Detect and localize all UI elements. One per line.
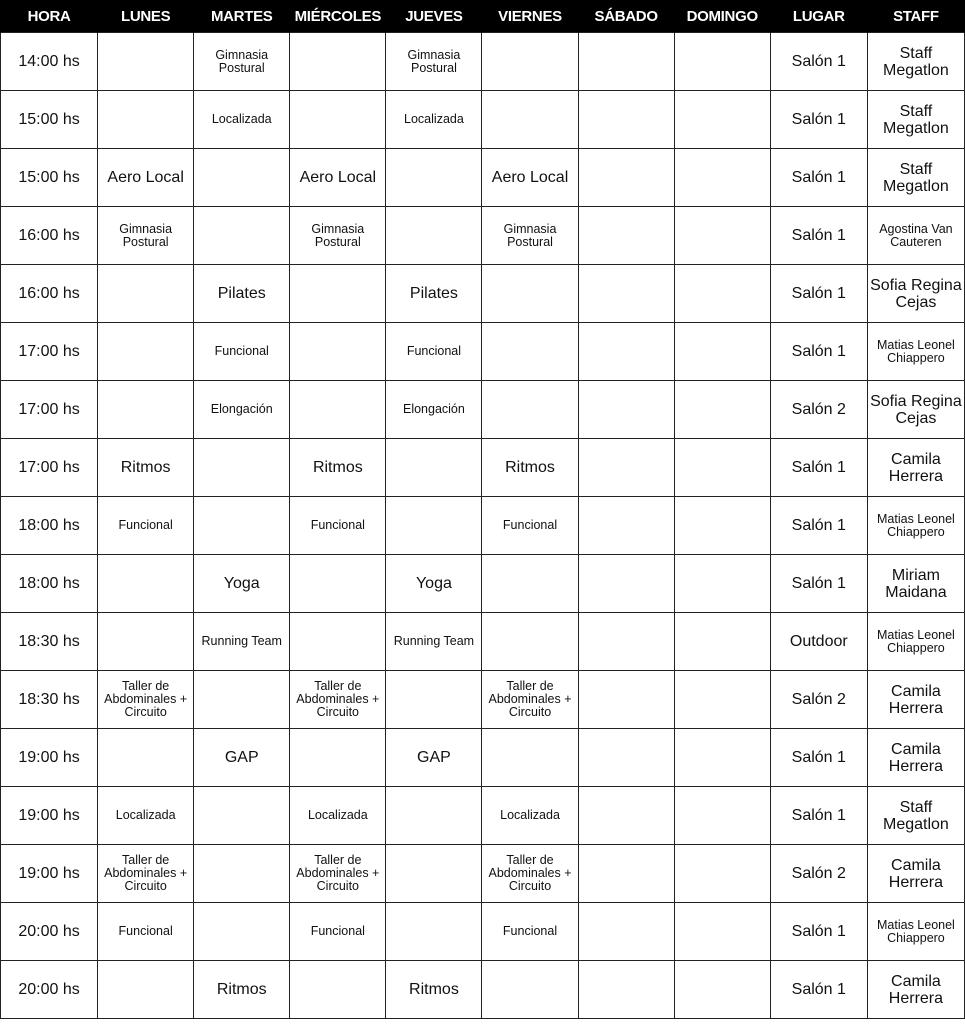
hora-cell: 16:00 hs [1,265,98,323]
lugar-cell: Salón 1 [770,961,867,1019]
class-cell-sabado [578,845,674,903]
class-cell-lunes: Localizada [98,787,194,845]
class-cell-viernes [482,323,578,381]
lugar-cell: Salón 1 [770,265,867,323]
class-cell-sabado [578,149,674,207]
class-cell-martes [194,671,290,729]
table-row [1,381,965,439]
class-cell-miercoles: Taller de Abdominales + Circuito [290,671,386,729]
hora-cell: 18:00 hs [1,555,98,613]
header-jueves: JUEVES [386,0,482,33]
class-cell-martes: Elongación [194,381,290,439]
class-cell-domingo [674,323,770,381]
class-cell-lunes [98,381,194,439]
class-cell-sabado [578,381,674,439]
class-cell-jueves: Localizada [386,91,482,149]
class-cell-jueves [386,671,482,729]
class-cell-martes: Localizada [194,91,290,149]
class-cell-lunes [98,323,194,381]
class-cell-viernes [482,961,578,1019]
class-cell-domingo [674,91,770,149]
class-cell-miercoles: Ritmos [290,439,386,497]
staff-cell: Matias Leonel Chiappero [867,497,964,555]
staff-cell: Camila Herrera [867,729,964,787]
lugar-cell: Salón 1 [770,33,867,91]
staff-cell: Miriam Maidana [867,555,964,613]
table-row [1,845,965,903]
lugar-cell: Salón 2 [770,381,867,439]
lugar-cell: Outdoor [770,613,867,671]
class-cell-viernes: Ritmos [482,439,578,497]
class-cell-miercoles: Taller de Abdominales + Circuito [290,845,386,903]
hora-cell: 16:00 hs [1,207,98,265]
class-cell-lunes [98,729,194,787]
class-cell-lunes [98,961,194,1019]
header-martes: MARTES [194,0,290,33]
class-cell-miercoles [290,961,386,1019]
hora-cell: 20:00 hs [1,903,98,961]
class-cell-domingo [674,845,770,903]
header-row [1,0,965,33]
class-cell-jueves [386,149,482,207]
table-row [1,33,965,91]
class-cell-domingo [674,381,770,439]
hora-cell: 17:00 hs [1,381,98,439]
staff-cell: Camila Herrera [867,961,964,1019]
staff-cell: Staff Megatlon [867,91,964,149]
class-cell-jueves [386,903,482,961]
class-cell-miercoles [290,613,386,671]
class-cell-martes [194,497,290,555]
class-cell-lunes: Aero Local [98,149,194,207]
hora-cell: 17:00 hs [1,439,98,497]
class-cell-sabado [578,729,674,787]
staff-cell: Sofia Regina Cejas [867,265,964,323]
schedule-body [1,33,965,1019]
class-cell-martes: Ritmos [194,961,290,1019]
class-cell-miercoles [290,555,386,613]
lugar-cell: Salón 2 [770,671,867,729]
hora-cell: 20:00 hs [1,961,98,1019]
table-row [1,903,965,961]
class-cell-domingo [674,671,770,729]
staff-cell: Agostina Van Cauteren [867,207,964,265]
class-cell-sabado [578,207,674,265]
header-hora: HORA [1,0,98,33]
class-cell-miercoles: Gimnasia Postural [290,207,386,265]
hora-cell: 18:30 hs [1,613,98,671]
class-cell-sabado [578,439,674,497]
class-cell-sabado [578,961,674,1019]
lugar-cell: Salón 1 [770,787,867,845]
lugar-cell: Salón 1 [770,439,867,497]
lugar-cell: Salón 1 [770,323,867,381]
table-row [1,91,965,149]
table-row [1,149,965,207]
class-cell-sabado [578,787,674,845]
class-cell-domingo [674,207,770,265]
class-cell-viernes: Localizada [482,787,578,845]
class-cell-lunes: Taller de Abdominales + Circuito [98,845,194,903]
table-row [1,961,965,1019]
class-cell-lunes: Taller de Abdominales + Circuito [98,671,194,729]
header-miercoles: MIÉRCOLES [290,0,386,33]
class-cell-jueves: Ritmos [386,961,482,1019]
staff-cell: Matias Leonel Chiappero [867,323,964,381]
table-row [1,555,965,613]
class-cell-viernes [482,729,578,787]
header-viernes: VIERNES [482,0,578,33]
table-row [1,729,965,787]
class-cell-jueves [386,497,482,555]
class-cell-jueves [386,207,482,265]
table-row [1,497,965,555]
hora-cell: 19:00 hs [1,729,98,787]
lugar-cell: Salón 1 [770,497,867,555]
class-cell-miercoles: Aero Local [290,149,386,207]
class-cell-lunes [98,33,194,91]
class-cell-jueves: Gimnasia Postural [386,33,482,91]
class-cell-martes: Yoga [194,555,290,613]
header-lugar: LUGAR [770,0,867,33]
hora-cell: 19:00 hs [1,845,98,903]
lugar-cell: Salón 1 [770,207,867,265]
class-cell-martes [194,903,290,961]
class-cell-viernes: Gimnasia Postural [482,207,578,265]
hora-cell: 18:30 hs [1,671,98,729]
class-cell-miercoles [290,381,386,439]
class-cell-miercoles [290,729,386,787]
class-cell-sabado [578,33,674,91]
staff-cell: Sofia Regina Cejas [867,381,964,439]
class-cell-viernes: Taller de Abdominales + Circuito [482,845,578,903]
hora-cell: 14:00 hs [1,33,98,91]
class-cell-viernes [482,265,578,323]
class-cell-miercoles [290,323,386,381]
class-cell-domingo [674,149,770,207]
class-cell-sabado [578,91,674,149]
class-cell-lunes [98,555,194,613]
class-cell-domingo [674,961,770,1019]
class-cell-domingo [674,787,770,845]
staff-cell: Camila Herrera [867,845,964,903]
class-cell-sabado [578,323,674,381]
class-cell-viernes [482,381,578,439]
class-cell-lunes: Ritmos [98,439,194,497]
staff-cell: Camila Herrera [867,671,964,729]
class-cell-jueves: Yoga [386,555,482,613]
staff-cell: Matias Leonel Chiappero [867,903,964,961]
class-cell-lunes: Funcional [98,497,194,555]
table-row [1,613,965,671]
lugar-cell: Salón 1 [770,91,867,149]
class-cell-jueves: Elongación [386,381,482,439]
class-cell-martes: Gimnasia Postural [194,33,290,91]
class-cell-sabado [578,497,674,555]
class-cell-domingo [674,33,770,91]
class-cell-martes: Pilates [194,265,290,323]
class-cell-sabado [578,903,674,961]
class-cell-martes: Funcional [194,323,290,381]
class-cell-viernes [482,33,578,91]
class-cell-sabado [578,555,674,613]
class-cell-viernes [482,613,578,671]
table-row [1,671,965,729]
class-cell-jueves [386,787,482,845]
class-cell-sabado [578,613,674,671]
class-cell-viernes: Taller de Abdominales + Circuito [482,671,578,729]
lugar-cell: Salón 2 [770,845,867,903]
hora-cell: 15:00 hs [1,149,98,207]
hora-cell: 17:00 hs [1,323,98,381]
class-cell-domingo [674,439,770,497]
table-row [1,439,965,497]
class-cell-miercoles [290,91,386,149]
class-cell-domingo [674,729,770,787]
staff-cell: Camila Herrera [867,439,964,497]
class-cell-domingo [674,265,770,323]
class-cell-jueves: Pilates [386,265,482,323]
table-row [1,787,965,845]
class-cell-martes [194,149,290,207]
hora-cell: 19:00 hs [1,787,98,845]
class-cell-miercoles: Localizada [290,787,386,845]
class-cell-martes: GAP [194,729,290,787]
header-staff: STAFF [867,0,964,33]
class-cell-viernes: Funcional [482,903,578,961]
table-row [1,323,965,381]
class-cell-sabado [578,265,674,323]
class-cell-domingo [674,903,770,961]
staff-cell: Staff Megatlon [867,787,964,845]
class-cell-domingo [674,555,770,613]
lugar-cell: Salón 1 [770,903,867,961]
class-cell-jueves: GAP [386,729,482,787]
staff-cell: Staff Megatlon [867,149,964,207]
class-cell-jueves [386,845,482,903]
class-cell-viernes: Funcional [482,497,578,555]
class-cell-lunes: Funcional [98,903,194,961]
class-cell-lunes [98,265,194,323]
table-row [1,265,965,323]
class-cell-miercoles: Funcional [290,497,386,555]
class-cell-sabado [578,671,674,729]
class-cell-domingo [674,497,770,555]
class-cell-miercoles [290,33,386,91]
class-cell-martes [194,787,290,845]
class-cell-martes [194,845,290,903]
header-domingo: DOMINGO [674,0,770,33]
hora-cell: 15:00 hs [1,91,98,149]
class-cell-domingo [674,613,770,671]
lugar-cell: Salón 1 [770,149,867,207]
lugar-cell: Salón 1 [770,555,867,613]
class-cell-viernes: Aero Local [482,149,578,207]
class-cell-lunes [98,613,194,671]
class-cell-jueves: Funcional [386,323,482,381]
table-row [1,207,965,265]
class-cell-martes [194,207,290,265]
class-cell-viernes [482,555,578,613]
class-cell-lunes [98,91,194,149]
hora-cell: 18:00 hs [1,497,98,555]
class-cell-jueves: Running Team [386,613,482,671]
class-cell-lunes: Gimnasia Postural [98,207,194,265]
lugar-cell: Salón 1 [770,729,867,787]
class-cell-martes: Running Team [194,613,290,671]
class-cell-miercoles [290,265,386,323]
class-cell-miercoles: Funcional [290,903,386,961]
header-lunes: LUNES [98,0,194,33]
staff-cell: Matias Leonel Chiappero [867,613,964,671]
header-sabado: SÁBADO [578,0,674,33]
class-cell-viernes [482,91,578,149]
staff-cell: Staff Megatlon [867,33,964,91]
class-cell-jueves [386,439,482,497]
class-cell-martes [194,439,290,497]
